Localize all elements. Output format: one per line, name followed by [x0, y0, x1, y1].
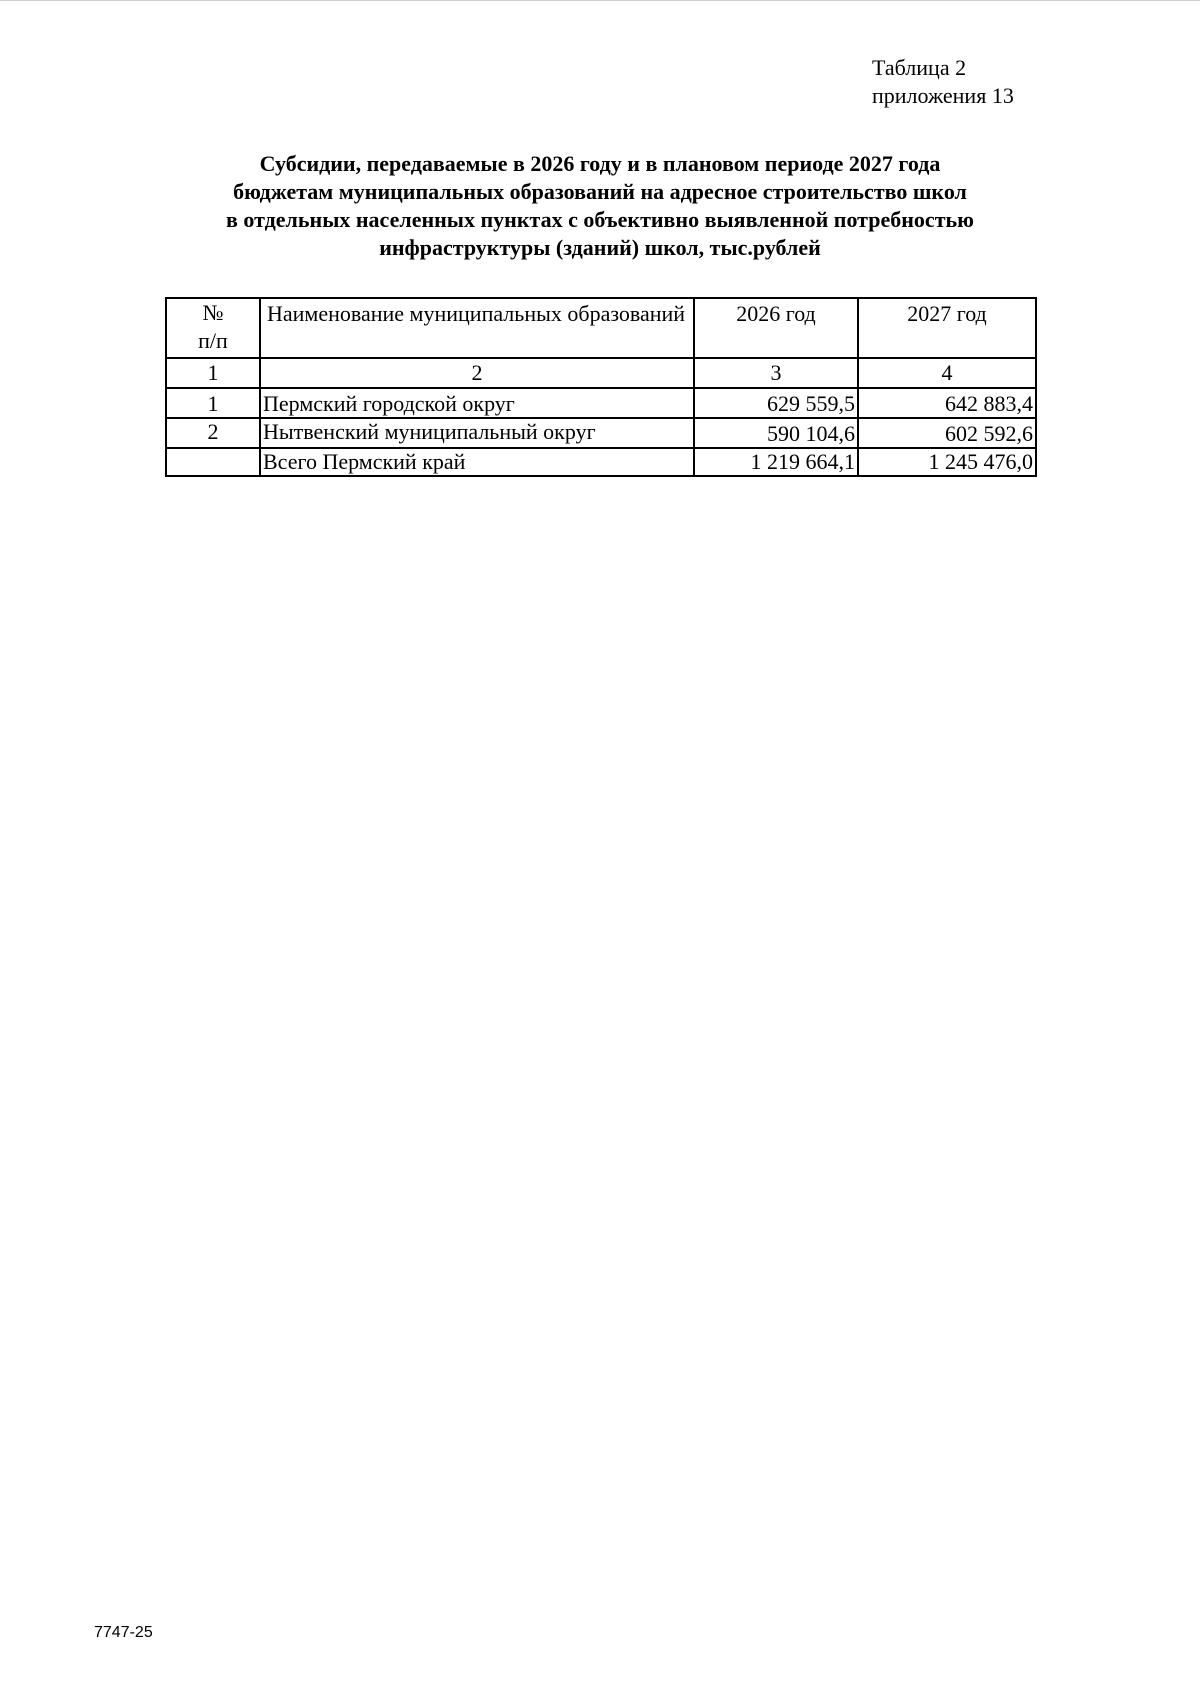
table-row — [166, 388, 1036, 418]
table-header-row — [166, 298, 1036, 358]
total-amount-2027: 1 245 476,0 — [858, 448, 1036, 476]
total-row-label: Всего Пермский край — [260, 448, 694, 476]
column-number-1: 1 — [166, 358, 260, 388]
row-amount-2026: 590 104,6 — [694, 418, 858, 448]
row-municipality-name: Пермский городской округ — [260, 388, 694, 418]
total-row-number — [166, 448, 260, 476]
page-edge — [0, 0, 1200, 1]
row-number: 1 — [166, 388, 260, 418]
table-row — [166, 418, 1036, 448]
caption-table-number: Таблица 2 — [872, 55, 967, 80]
title-line-3: в отдельных населенных пунктах с объективно выявленной потребностью — [226, 207, 974, 232]
row-number: 2 — [166, 418, 260, 448]
total-amount-2026: 1 219 664,1 — [694, 448, 858, 476]
header-number — [166, 298, 260, 358]
column-number-3: 3 — [694, 358, 858, 388]
table-total-row — [166, 448, 1036, 476]
table-caption — [872, 54, 1014, 110]
header-year-2027: 2027 год — [858, 298, 1036, 358]
row-amount-2027: 602 592,6 — [858, 418, 1036, 448]
header-year-2026: 2026 год — [694, 298, 858, 358]
title-line-4: инфраструктуры (зданий) школ, тыс.рублей — [379, 235, 821, 260]
row-municipality-name: Нытвенский муниципальный округ — [260, 418, 694, 448]
document-title — [150, 150, 1050, 262]
subsidies-table — [165, 297, 1037, 477]
header-number-symbol: № — [202, 300, 224, 325]
title-line-2: бюджетам муниципальных образований на адресное строительство школ — [233, 179, 967, 204]
header-number-abbrev: п/п — [198, 328, 228, 353]
column-numbers-row — [166, 358, 1036, 388]
column-number-2: 2 — [260, 358, 694, 388]
title-line-1: Субсидии, передаваемые в 2026 году и в плановом периоде 2027 года — [259, 151, 941, 176]
row-amount-2026: 629 559,5 — [694, 388, 858, 418]
row-amount-2027: 642 883,4 — [858, 388, 1036, 418]
column-number-4: 4 — [858, 358, 1036, 388]
caption-appendix-number: приложения 13 — [872, 83, 1014, 108]
document-code: 7747-25 — [94, 1624, 153, 1641]
header-municipality-name: Наименование муниципальных образований — [260, 298, 694, 358]
